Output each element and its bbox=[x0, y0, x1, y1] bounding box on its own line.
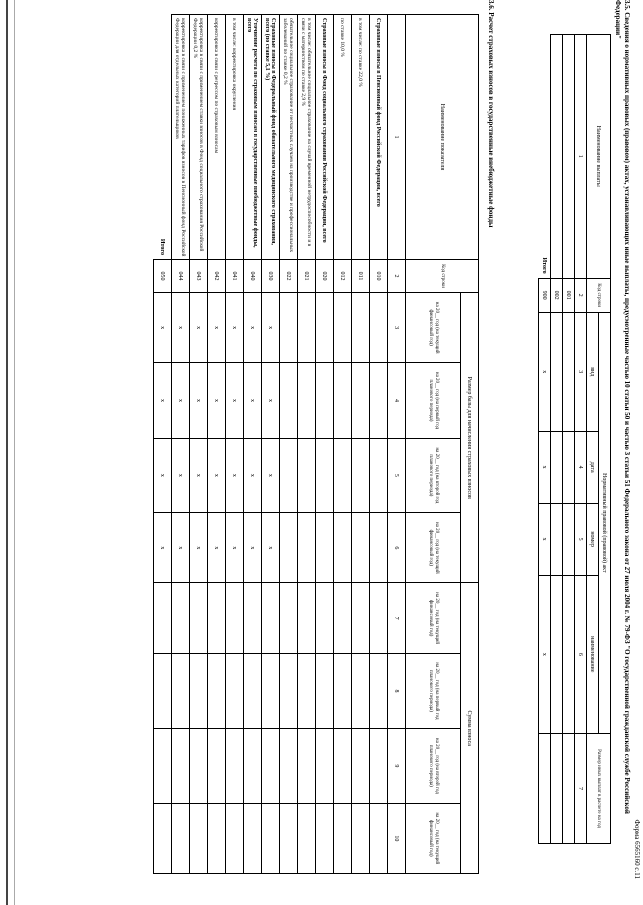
row-cell: x bbox=[190, 513, 208, 583]
row-cell bbox=[262, 653, 280, 728]
row-cell bbox=[244, 653, 262, 728]
row-label: корректировка в связи с применением пониженных тарифов взносов в Пенсионный фонд Российской Федерации для отдельных категорий плательщиков bbox=[172, 15, 190, 260]
row-cell bbox=[226, 583, 244, 653]
row-cell bbox=[352, 803, 370, 873]
row-cell: x bbox=[208, 513, 226, 583]
row-cell bbox=[334, 513, 352, 583]
row-cell: x bbox=[226, 513, 244, 583]
row-cell bbox=[316, 513, 334, 583]
row-cell bbox=[298, 583, 316, 653]
th-sum-a: на 20__ год (на текущий финансовый год) bbox=[406, 583, 461, 653]
row-cell bbox=[334, 583, 352, 653]
row-cell bbox=[334, 293, 352, 363]
row-cell: x bbox=[190, 438, 208, 513]
row-cell: x bbox=[172, 438, 190, 513]
row-cell bbox=[352, 438, 370, 513]
row-cell bbox=[172, 803, 190, 873]
table-row bbox=[280, 15, 298, 874]
th-code: Код строки bbox=[406, 260, 479, 293]
row-cell: x bbox=[226, 293, 244, 363]
row-cell bbox=[262, 583, 280, 653]
row-cell bbox=[262, 803, 280, 873]
row-cell: x bbox=[208, 438, 226, 513]
row-label: в том числе: корректировка округления bbox=[226, 15, 244, 260]
th-number: номер bbox=[587, 503, 599, 575]
row-cell bbox=[190, 653, 208, 728]
row-code: 043 bbox=[190, 260, 208, 293]
th-base: Размер базы для начисления страховых взносов bbox=[461, 293, 479, 583]
row-cell: x bbox=[244, 438, 262, 513]
row-cell bbox=[280, 293, 298, 363]
row-code: 022 bbox=[280, 260, 298, 293]
th-base-b: на 20__ год (на первый год планового периода) bbox=[406, 363, 461, 438]
row-cell bbox=[244, 583, 262, 653]
row-cell bbox=[370, 803, 388, 873]
row-label: корректировка в связи с применением ставки взносов в Фонд социального страхования Российской Федерации 0,2 % bbox=[190, 15, 208, 260]
row-cell bbox=[370, 583, 388, 653]
row-cell bbox=[370, 653, 388, 728]
th-sum-d: на 20__ год (на текущий финансовый год) bbox=[406, 803, 461, 873]
form-id: Форма 6565160 с.11 bbox=[633, 819, 641, 879]
row-cell bbox=[298, 729, 316, 804]
row-cell bbox=[298, 438, 316, 513]
th-act: Нормативный правовой (правовой) акт bbox=[599, 312, 611, 733]
row-code: 030 bbox=[262, 260, 280, 293]
row-label: Страховые взносы в Федеральный фонд обязательного медицинского страхования, всего (по ставке 5,1 %) bbox=[262, 15, 280, 260]
row-label: в том числе: обязательное социальное страхование на случай временной нетрудоспособности и в связи с материнством по ставке 2,9 % bbox=[298, 15, 316, 260]
row-cell bbox=[352, 653, 370, 728]
row-cell: x bbox=[244, 363, 262, 438]
th-base-a: на 20__ год (на текущий финансовый год) bbox=[406, 293, 461, 363]
table-row bbox=[244, 15, 262, 874]
row-cell: x bbox=[208, 293, 226, 363]
row-cell bbox=[316, 438, 334, 513]
row-cell bbox=[280, 583, 298, 653]
table-row bbox=[298, 15, 316, 874]
row-cell bbox=[334, 803, 352, 873]
row-cell bbox=[370, 293, 388, 363]
row-code: 010 bbox=[370, 260, 388, 293]
th-title: наименование bbox=[587, 575, 599, 733]
row-cell: x bbox=[190, 293, 208, 363]
row-cell: x bbox=[226, 363, 244, 438]
th-indicator: Наименование показателя bbox=[406, 15, 479, 260]
table-3-5 bbox=[538, 34, 611, 844]
row-cell: x bbox=[262, 363, 280, 438]
row-cell bbox=[298, 803, 316, 873]
row-cell bbox=[280, 513, 298, 583]
table-total-row: Итого 050 x x x x bbox=[154, 15, 172, 874]
row-label: корректировка в связи с регрессом по страховым взносам bbox=[208, 15, 226, 260]
row-cell bbox=[280, 653, 298, 728]
row-cell bbox=[370, 363, 388, 438]
row-cell bbox=[298, 513, 316, 583]
row-cell bbox=[172, 653, 190, 728]
row-cell bbox=[208, 803, 226, 873]
row-code: 042 bbox=[208, 260, 226, 293]
row-cell bbox=[352, 583, 370, 653]
row-cell: x bbox=[262, 438, 280, 513]
row-label: в том числе: по ставке 22,0 % bbox=[352, 15, 370, 260]
table-row bbox=[316, 15, 334, 874]
row-cell bbox=[334, 363, 352, 438]
row-cell: x bbox=[262, 513, 280, 583]
table-total-row: Итого 900 x x x x bbox=[539, 35, 551, 844]
row-cell bbox=[208, 583, 226, 653]
row-cell bbox=[334, 729, 352, 804]
row-cell bbox=[370, 729, 388, 804]
th-code: Код строки bbox=[587, 278, 611, 312]
row-cell bbox=[244, 803, 262, 873]
row-label: обязательное социальное страхование от несчастных случаев на производстве и профессиональных заболеваний по ставке 0,2 % bbox=[280, 15, 298, 260]
row-cell bbox=[352, 729, 370, 804]
th-sum-b: на 20__ год (на первый год планового периода) bbox=[406, 653, 461, 728]
table-row: 001 bbox=[563, 35, 575, 844]
table-row bbox=[352, 15, 370, 874]
row-code: 040 bbox=[244, 260, 262, 293]
table-3-6-body bbox=[172, 15, 388, 874]
row-cell: x bbox=[172, 293, 190, 363]
row-label: Страховые взносы в Фонд социального страхования Российской Федерации, всего bbox=[316, 15, 334, 260]
row-cell bbox=[352, 513, 370, 583]
row-cell bbox=[334, 438, 352, 513]
row-cell bbox=[226, 803, 244, 873]
row-cell bbox=[370, 438, 388, 513]
th-base-c: на 20__ год (на второй год планового периода) bbox=[406, 438, 461, 513]
row-cell bbox=[352, 293, 370, 363]
row-cell bbox=[316, 803, 334, 873]
row-cell: x bbox=[208, 363, 226, 438]
row-cell bbox=[280, 438, 298, 513]
row-cell: x bbox=[190, 363, 208, 438]
row-cell bbox=[316, 583, 334, 653]
row-cell bbox=[352, 363, 370, 438]
row-cell: x bbox=[172, 513, 190, 583]
row-cell bbox=[244, 729, 262, 804]
row-cell bbox=[316, 653, 334, 728]
th-kind: вид bbox=[587, 312, 599, 431]
row-cell bbox=[190, 803, 208, 873]
table-row bbox=[370, 15, 388, 874]
table-row bbox=[208, 15, 226, 874]
row-cell bbox=[208, 729, 226, 804]
row-cell bbox=[298, 293, 316, 363]
row-code: 021 bbox=[298, 260, 316, 293]
th-sum-c: на 20__ год (на второй год планового периода) bbox=[406, 729, 461, 804]
row-cell bbox=[280, 729, 298, 804]
table-row bbox=[226, 15, 244, 874]
table-row bbox=[190, 15, 208, 874]
table-3-6 bbox=[153, 14, 479, 874]
th-sum: Сумма взноса bbox=[461, 583, 479, 874]
table-row: 1 2 3 4 5 6 7 8 9 10 bbox=[388, 15, 406, 874]
row-label: по ставке 10,0 % bbox=[334, 15, 352, 260]
row-code: 041 bbox=[226, 260, 244, 293]
row-cell bbox=[280, 363, 298, 438]
row-cell bbox=[316, 729, 334, 804]
row-cell bbox=[172, 729, 190, 804]
th-date: дата bbox=[587, 431, 599, 503]
row-cell bbox=[190, 729, 208, 804]
row-cell: x bbox=[244, 293, 262, 363]
row-cell bbox=[298, 653, 316, 728]
row-cell: x bbox=[262, 293, 280, 363]
row-cell bbox=[262, 729, 280, 804]
row-cell bbox=[298, 363, 316, 438]
row-cell bbox=[226, 653, 244, 728]
table-row: 1 2 3 4 5 6 7 bbox=[575, 35, 587, 844]
section-3-5-title-cont: Федерации" bbox=[614, 0, 622, 40]
th-base-d: на 20__ год (на текущий финансовый год) bbox=[406, 513, 461, 583]
row-cell bbox=[190, 583, 208, 653]
table-row bbox=[262, 15, 280, 874]
row-cell bbox=[208, 653, 226, 728]
section-3-5-title: 3.5. Сведения о нормативных правовых (правовом) актах, устанавливающих иные выплаты, предусмотренные частью 10 статьи 50 и частью 3 статьи 51 Федерального закона от 27 июля 2004 г. № 79-ФЗ "О государственной гражданской службе Российской bbox=[623, 0, 631, 814]
row-cell: x bbox=[172, 363, 190, 438]
row-cell: x bbox=[226, 438, 244, 513]
row-cell bbox=[316, 363, 334, 438]
table-row bbox=[172, 15, 190, 874]
row-code: 044 bbox=[172, 260, 190, 293]
row-label: Страховые взносы в Пенсионный фонд Российской Федерации, всего bbox=[370, 15, 388, 260]
row-cell: x bbox=[244, 513, 262, 583]
row-code: 012 bbox=[334, 260, 352, 293]
row-code: 011 bbox=[352, 260, 370, 293]
row-cell bbox=[316, 293, 334, 363]
row-cell bbox=[280, 803, 298, 873]
table-row bbox=[334, 15, 352, 874]
row-cell bbox=[226, 729, 244, 804]
row-label: Уточнение расчета по страховым взносам в государственные внебюджетные фонды, всего bbox=[244, 15, 262, 260]
row-cell bbox=[172, 583, 190, 653]
row-code: 020 bbox=[316, 260, 334, 293]
section-3-6-title: 3.6. Расчет страховых взносов в государственные внебюджетные фонды bbox=[487, 0, 495, 228]
th-amount: Размер иных выплат в расчете на год bbox=[587, 733, 611, 843]
th-payment-name: Наименование выплаты bbox=[587, 35, 611, 279]
row-cell bbox=[370, 513, 388, 583]
table-row: 002 bbox=[551, 35, 563, 844]
row-cell bbox=[334, 653, 352, 728]
